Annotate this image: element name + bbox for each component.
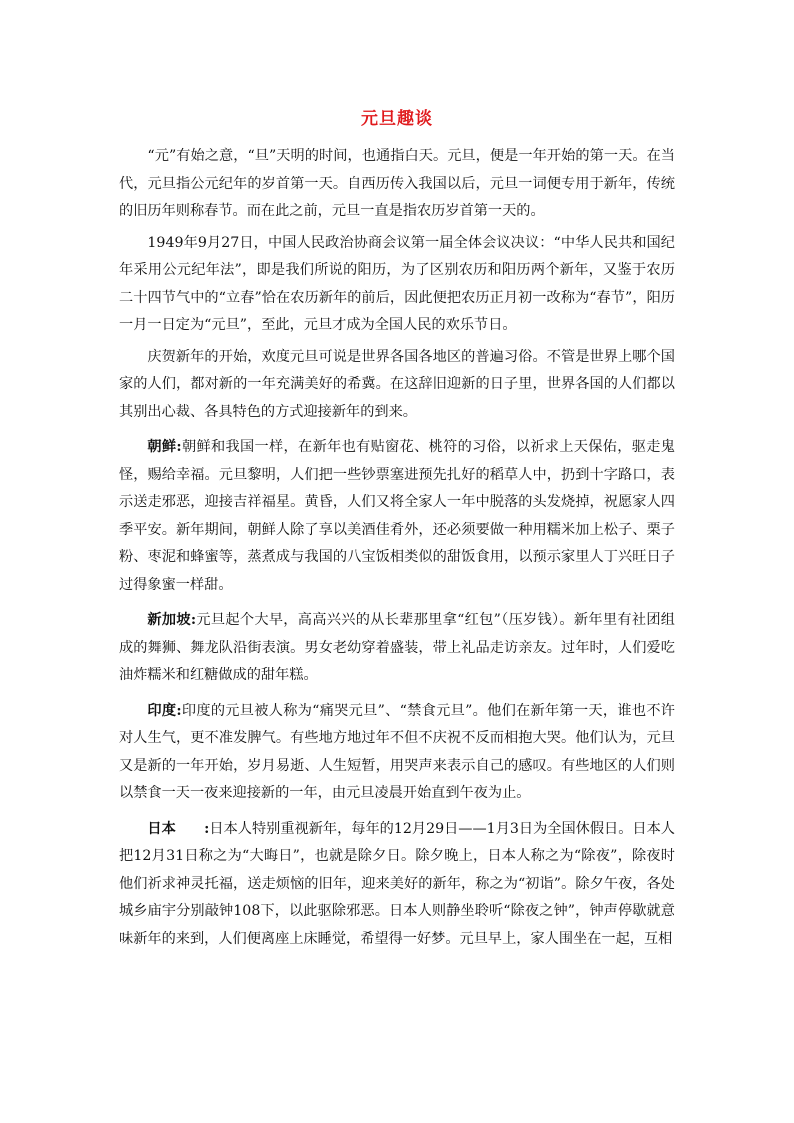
paragraph-1949 <box>119 230 675 340</box>
paragraph-text: 日本人特别重视新年，每年的12月29日——1月3日为全国休假日。日本人把12月31日称之为“大晦日”，也就是除夕日。除夕晚上，日本人称之为“除夜”，除夜时他们祈求神灵托福，送走烦恼的旧年，迎来美好的新年，称之为“初诣”。除夕午夜，各处城乡庙宇分别敲钟108下，以此驱除邪恶。日本人则静坐聆听“除夜之钟”，钟声停歇就意味新年的来到，人们便离座上床睡觉，希望得一好梦。元旦早上，家人围坐在一起，互相 <box>119 820 675 947</box>
paragraph-customs <box>119 344 675 427</box>
paragraph-text: 印度的元旦被人称为“痛哭元旦”、“禁食元旦”。他们在新年第一天，谁也不许对人生气，更不准发脾气。有些地方地过年不但不庆祝不反而相抱大哭。他们认为，元旦又是新的一年开始，岁月易逝、人生短暂，用哭声来表示自己的感叹。有些地区的人们则以禁食一天一夜来迎接新的一年，由元旦凌晨开始直到午夜为止。 <box>119 702 675 801</box>
paragraph-lead: 印度: <box>147 702 182 719</box>
paragraph-text: 朝鲜和我国一样，在新年也有贴窗花、桃符的习俗，以祈求上天保佑，驱走鬼怪，赐给幸福。元旦黎明，人们把一些钞票塞进预先扎好的稻草人中，扔到十字路口，表示送走邪恶，迎接吉祥福星。黄昏，人们又将全家人一年中脱落的头发烧掉，祝愿家人四季平安。新年期间，朝鲜人除了享以美酒佳肴外，还必须要做一种用糯米加上松子、栗子粉、枣泥和蜂蜜等，蒸煮成与我国的八宝饭相类似的甜饭食用，以预示家里人丁兴旺日子过得象蜜一样甜。 <box>119 439 675 593</box>
paragraph-intro <box>119 143 675 226</box>
document-body <box>119 143 675 961</box>
paragraph-singapore <box>119 607 675 690</box>
paragraph-text: “元”有始之意，“旦”天明的时间，也通指白天。元旦，便是一年开始的第一天。在当代，元旦指公元纪年的岁首第一天。自西历传入我国以后，元旦一词便专用于新年，传统的旧历年则称春节。而在此之前，元旦一直是指农历岁首第一天的。 <box>119 148 675 219</box>
paragraph-text: 1949年9月27日，中国人民政治协商会议第一届全体会议决议：“中华人民共和国纪年采用公元纪年法”，即是我们所说的阳历，为了区别农历和阳历两个新年，又鉴于农历二十四节气中的“立春”恰在农历新年的前后，因此便把农历正月初一改称为“春节”，阳历一月一日定为“元旦”，至此，元旦才成为全国人民的欢乐节日。 <box>119 234 675 333</box>
paragraph-india <box>119 698 675 808</box>
paragraph-korea <box>119 434 675 599</box>
paragraph-text: 庆贺新年的开始，欢度元旦可说是世界各国各地区的普遍习俗。不管是世界上哪个国家的人们，都对新的一年充满美好的希冀。在这辞旧迎新的日子里，世界各国的人们都以其别出心裁、各具特色的方式迎接新年的到来。 <box>119 348 675 420</box>
paragraph-lead: 朝鲜: <box>147 439 182 455</box>
paragraph-lead: 日本 : <box>147 820 210 837</box>
document-title: 元旦趣谈 <box>361 109 433 129</box>
paragraph-japan <box>119 816 675 954</box>
paragraph-lead: 新加坡: <box>147 612 197 628</box>
paragraph-text: 元旦起个大早，高高兴兴的从长辈那里拿“红包”（压岁钱）。新年里有社团组成的舞狮、舞龙队沿街表演。男女老幼穿着盛装，带上礼品走访亲友。过年时，人们爱吃油炸糯米和红糖做成的甜年糕。 <box>119 612 675 683</box>
